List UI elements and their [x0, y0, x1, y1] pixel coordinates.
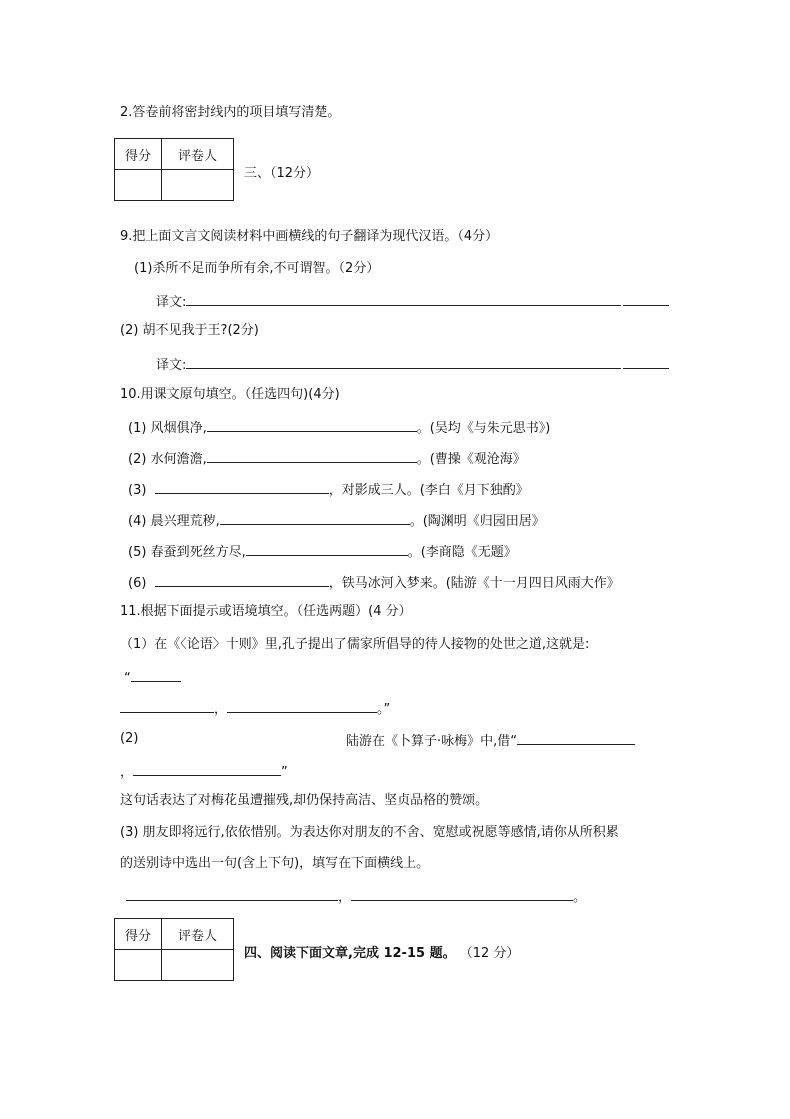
q11-p2-row2: ， ”: [120, 761, 288, 782]
grader-header: 评卷人: [162, 919, 234, 950]
q10-item: (4) 晨兴理荒秽, 。(陶渊明《归园田居》: [128, 510, 545, 531]
q9-s2-answer-blank-ext[interactable]: [623, 354, 669, 369]
score-table-2: [114, 918, 234, 981]
q11-p3-blank-a[interactable]: [126, 886, 338, 901]
score-cell[interactable]: [115, 950, 162, 981]
q10-item: (5) 春蚕到死丝方尽, 。(李商隐《无题》: [128, 541, 517, 562]
score-cell[interactable]: [115, 170, 162, 201]
grader-header: 评卷人: [162, 139, 234, 170]
section-4-score: （12 分）: [459, 946, 520, 961]
section-4-heading: 四、阅读下面文章,完成 12-15 题。: [244, 946, 456, 961]
q11-p1-blank-a[interactable]: [131, 667, 181, 682]
q9-s1: (1)杀所不足而争所有余,不可谓智。（2分）: [134, 261, 380, 276]
grader-cell[interactable]: [162, 170, 234, 201]
q9-s2-answer-row: [156, 354, 669, 375]
q11-p1-open-row: “: [124, 667, 181, 688]
grader-cell[interactable]: [162, 950, 234, 981]
q11-p1-answer-row: ， 。”: [120, 698, 390, 719]
q10-item-4-blank[interactable]: [220, 510, 410, 525]
q9-s1-answer-blank-ext[interactable]: [623, 291, 669, 306]
q9-title: 9.把上面文言文阅读材料中画横线的句子翻译为现代汉语。（4分）: [120, 229, 499, 244]
q11-p2-row: 陆游在《卜算子·咏梅》中,借“: [346, 730, 635, 751]
q10-item-1-blank[interactable]: [207, 417, 417, 432]
score-table-1: [114, 138, 234, 201]
q11-p3-line1: (3) 朋友即将远行,依依惜别。为表达你对朋友的不舍、宽慰或祝愿等感情,请你从所积累: [120, 825, 619, 840]
q10-title: 10.用课文原句填空。（任选四句)(4分): [120, 387, 340, 402]
q11-p1: （1）在《〈论语〉十则》里,孔子提出了儒家所倡导的待人接物的处世之道,这就是:: [120, 637, 590, 652]
q9-s2: (2) 胡不见我于王?(2分): [120, 323, 259, 338]
q9-s2-answer-blank[interactable]: [186, 354, 621, 369]
q11-p1-blank-c[interactable]: [227, 698, 377, 713]
q10-item-6-blank[interactable]: [155, 572, 329, 587]
q10-item: (3) ，对影成三人。(李白《月下独酌》: [128, 479, 529, 500]
q11-p2-blank-b[interactable]: [133, 761, 281, 776]
score-header: 得分: [115, 139, 162, 170]
note-2: 2.答卷前将密封线内的项目填写清楚。: [120, 105, 341, 120]
q11-p3-blank-b[interactable]: [351, 886, 573, 901]
q9-s1-answer-row: [156, 291, 669, 312]
q11-p1-blank-b[interactable]: [120, 698, 214, 713]
score-header: 得分: [115, 919, 162, 950]
q11-p3-answer-row: ， 。: [126, 886, 586, 907]
q11-p2-line2: 这句话表达了对梅花虽遭摧残,却仍保持高洁、坚贞品格的赞颂。: [120, 793, 489, 808]
q11-title: 11.根据下面提示或语境填空。（任选两题）(4 分）: [120, 604, 412, 619]
q11-p3-line2: 的送别诗中选出一句(含上下句)，填写在下面横线上。: [120, 856, 430, 871]
q10-item-5-blank[interactable]: [246, 541, 408, 556]
translation-label: 译文:: [156, 295, 187, 310]
q9-s1-answer-blank[interactable]: [186, 291, 621, 306]
q10-item: (6) ，铁马冰河入梦来。(陆游《十一月四日风雨大作》: [128, 572, 620, 593]
q11-p2-blank-a[interactable]: [517, 730, 635, 745]
q11-p2-num: (2): [120, 731, 139, 746]
section-4-heading-row: [244, 945, 519, 963]
q10-item-2-blank[interactable]: [207, 448, 417, 463]
q10-item: (1) 风烟俱净, 。(吴均《与朱元思书》): [128, 417, 550, 438]
q10-item-3-blank[interactable]: [155, 479, 329, 494]
section-3-heading: 三、（12分）: [244, 166, 320, 181]
translation-label: 译文:: [156, 358, 187, 373]
q10-item: (2) 水何澹澹, 。(曹操《观沧海》: [128, 448, 526, 469]
